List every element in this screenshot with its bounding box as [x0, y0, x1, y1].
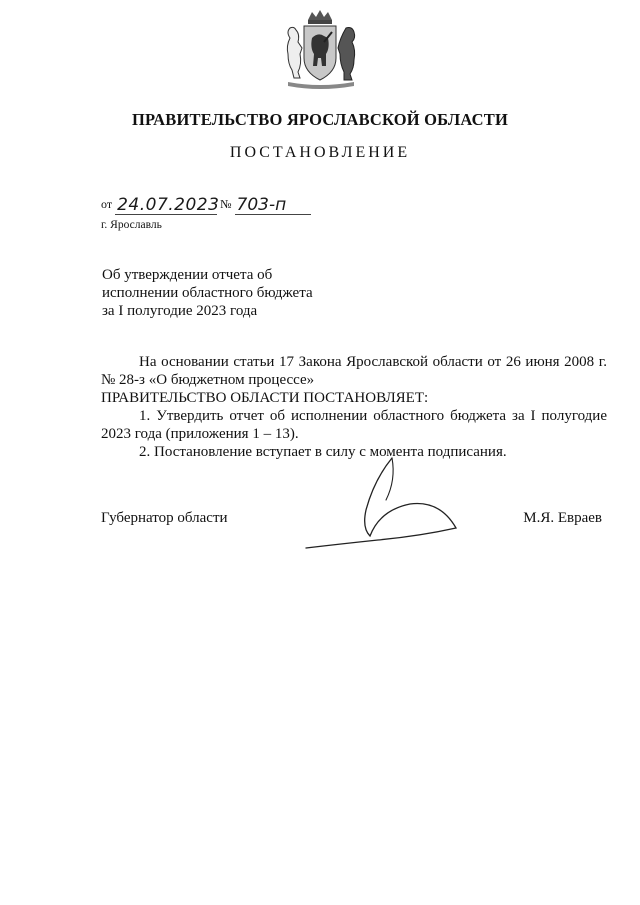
subject-line: Об утверждении отчета об — [102, 267, 273, 283]
resolves-line: ПРАВИТЕЛЬСТВО ОБЛАСТИ ПОСТАНОВЛЯЕТ: — [101, 390, 429, 406]
handwritten-signature — [300, 440, 480, 560]
from-label: от — [101, 197, 113, 211]
city: г. Ярославль — [101, 219, 162, 231]
subject-line: за I полугодие 2023 года — [102, 303, 258, 319]
handwritten-number: 703-п — [235, 196, 311, 215]
basis-paragraph: На основании статьи 17 Закона Ярославской области от 26 июня 2008 г. № 28-з «О бюджетном процессе» — [101, 354, 607, 388]
handwritten-date: 24.07.2023 — [117, 195, 220, 215]
item-1: 1. Утвердить отчет об исполнении областного бюджета за I полугодие 2023 года (приложения 1 – 13). — [101, 408, 607, 442]
signatory-name: М.Я. Евраев — [523, 510, 602, 526]
document-type-title: ПОСТАНОВЛЕНИЕ — [229, 144, 411, 161]
date-number-line — [101, 196, 311, 215]
subject-line: исполнении областного бюджета — [102, 285, 313, 301]
coat-of-arms-emblem — [274, 8, 366, 92]
decree-subject — [102, 266, 362, 320]
number-label: № — [220, 197, 232, 211]
signatory-position: Губернатор области — [101, 510, 228, 526]
government-title: ПРАВИТЕЛЬСТВО ЯРОСЛАВСКОЙ ОБЛАСТИ — [131, 110, 509, 129]
item-2: 2. Постановление вступает в силу с момента подписания. — [139, 444, 507, 460]
